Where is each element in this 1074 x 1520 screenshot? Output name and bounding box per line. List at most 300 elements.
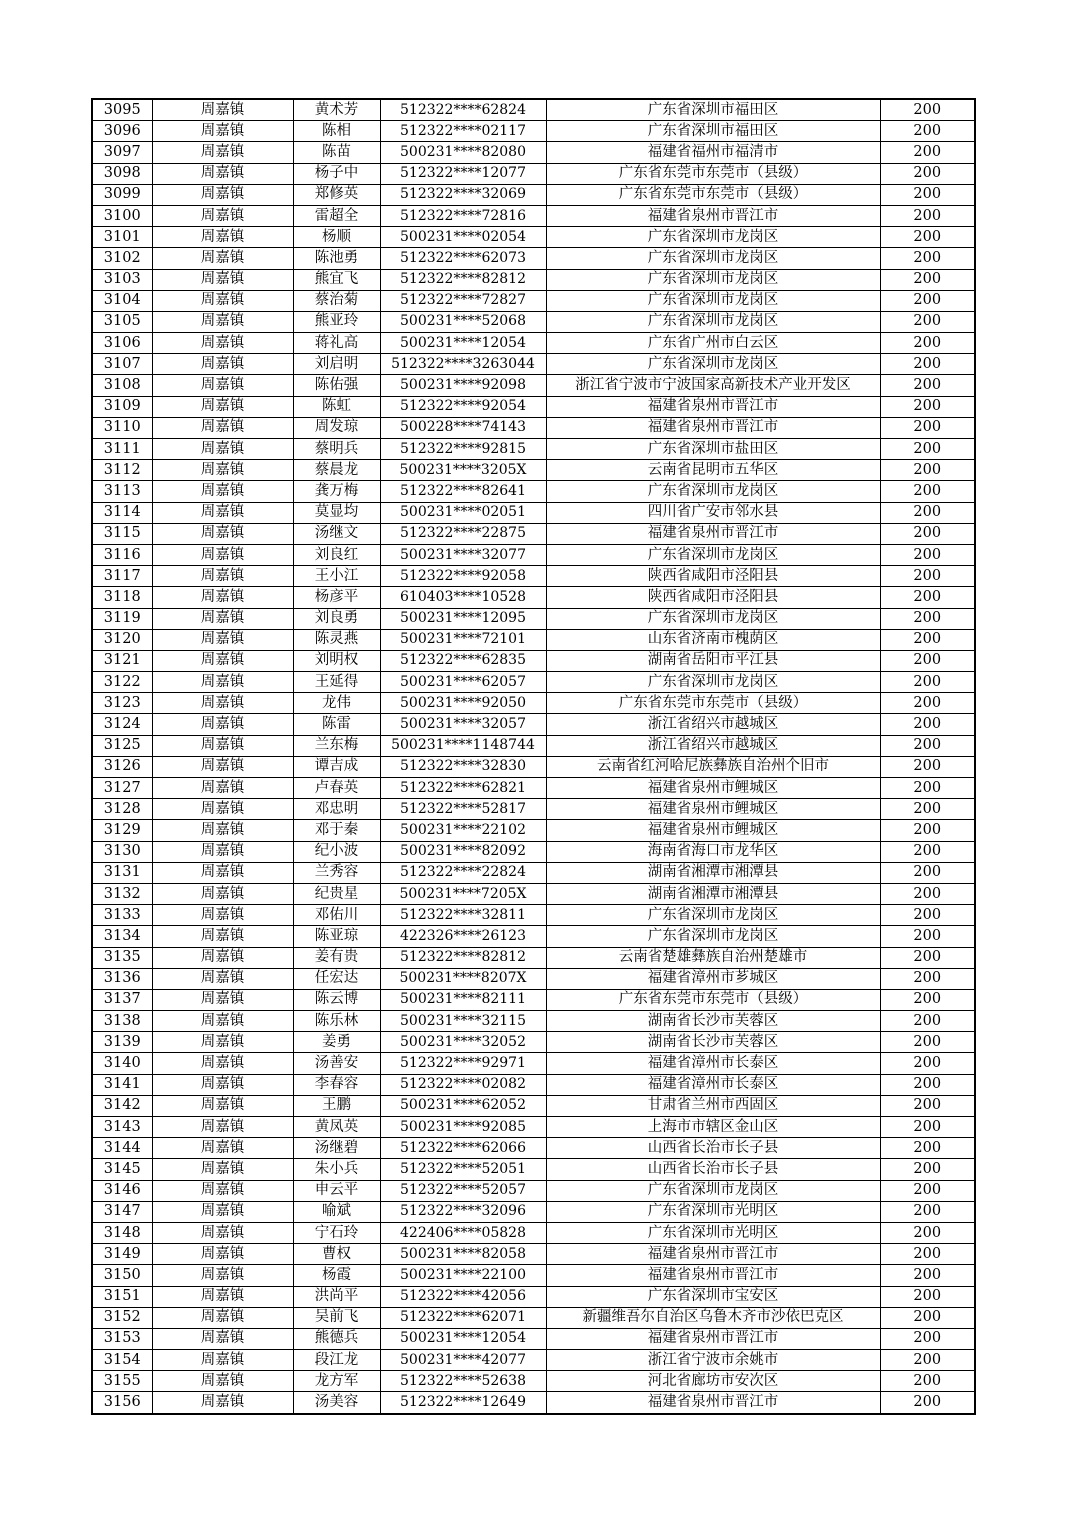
work-location-cell: 广东省深圳市龙岗区 <box>546 269 880 290</box>
person-name-cell: 周发琼 <box>293 417 380 438</box>
serial-number-cell: 3148 <box>92 1222 152 1243</box>
serial-number-cell: 3147 <box>92 1201 152 1222</box>
table-row <box>92 989 975 1010</box>
id-number-cell: 500231****72101 <box>380 629 546 650</box>
work-location-cell: 福建省漳州市长泰区 <box>546 1074 880 1095</box>
id-number-cell: 500231****12095 <box>380 608 546 629</box>
town-cell: 周嘉镇 <box>152 1201 293 1222</box>
town-cell: 周嘉镇 <box>152 481 293 502</box>
table-row <box>92 142 975 163</box>
town-cell: 周嘉镇 <box>152 862 293 883</box>
table-row <box>92 1011 975 1032</box>
id-number-cell: 512322****92054 <box>380 396 546 417</box>
table-row <box>92 523 975 544</box>
table-row <box>92 968 975 989</box>
serial-number-cell: 3119 <box>92 608 152 629</box>
table-row <box>92 1180 975 1201</box>
town-cell: 周嘉镇 <box>152 502 293 523</box>
amount-cell: 200 <box>880 481 975 502</box>
amount-cell: 200 <box>880 989 975 1010</box>
work-location-cell: 湖南省岳阳市平江县 <box>546 650 880 671</box>
work-location-cell: 广东省深圳市龙岗区 <box>546 311 880 332</box>
town-cell: 周嘉镇 <box>152 1265 293 1286</box>
amount-cell: 200 <box>880 396 975 417</box>
data-table <box>91 98 976 1415</box>
amount-cell: 200 <box>880 205 975 226</box>
amount-cell: 200 <box>880 1032 975 1053</box>
work-location-cell: 浙江省绍兴市越城区 <box>546 714 880 735</box>
amount-cell: 200 <box>880 1371 975 1392</box>
table-row <box>92 1307 975 1328</box>
town-cell: 周嘉镇 <box>152 1074 293 1095</box>
id-number-cell: 512322****32069 <box>380 184 546 205</box>
person-name-cell: 吴前飞 <box>293 1307 380 1328</box>
id-number-cell: 500231****32077 <box>380 544 546 565</box>
person-name-cell: 蒋礼高 <box>293 333 380 354</box>
table-row <box>92 1095 975 1116</box>
person-name-cell: 杨彦平 <box>293 587 380 608</box>
work-location-cell: 浙江省绍兴市越城区 <box>546 735 880 756</box>
id-number-cell: 500231****52068 <box>380 311 546 332</box>
town-cell: 周嘉镇 <box>152 248 293 269</box>
town-cell: 周嘉镇 <box>152 672 293 693</box>
serial-number-cell: 3146 <box>92 1180 152 1201</box>
serial-number-cell: 3156 <box>92 1392 152 1414</box>
table-row <box>92 354 975 375</box>
person-name-cell: 汤继文 <box>293 523 380 544</box>
person-name-cell: 王延得 <box>293 672 380 693</box>
town-cell: 周嘉镇 <box>152 883 293 904</box>
serial-number-cell: 3118 <box>92 587 152 608</box>
person-name-cell: 刘启明 <box>293 354 380 375</box>
serial-number-cell: 3122 <box>92 672 152 693</box>
amount-cell: 200 <box>880 1074 975 1095</box>
town-cell: 周嘉镇 <box>152 820 293 841</box>
id-number-cell: 512322****12649 <box>380 1392 546 1414</box>
id-number-cell: 422326****26123 <box>380 926 546 947</box>
amount-cell: 200 <box>880 756 975 777</box>
work-location-cell: 湖南省长沙市芙蓉区 <box>546 1032 880 1053</box>
work-location-cell: 山西省长治市长子县 <box>546 1159 880 1180</box>
person-name-cell: 汤继碧 <box>293 1138 380 1159</box>
work-location-cell: 湖南省长沙市芙蓉区 <box>546 1011 880 1032</box>
work-location-cell: 广东省深圳市龙岗区 <box>546 672 880 693</box>
table-row <box>92 205 975 226</box>
work-location-cell: 广东省深圳市龙岗区 <box>546 227 880 248</box>
table-row <box>92 862 975 883</box>
id-number-cell: 512322****62073 <box>380 248 546 269</box>
serial-number-cell: 3153 <box>92 1328 152 1349</box>
work-location-cell: 福建省泉州市晋江市 <box>546 1244 880 1265</box>
amount-cell: 200 <box>880 799 975 820</box>
town-cell: 周嘉镇 <box>152 1159 293 1180</box>
table-row <box>92 566 975 587</box>
work-location-cell: 广东省深圳市龙岗区 <box>546 926 880 947</box>
serial-number-cell: 3129 <box>92 820 152 841</box>
amount-cell: 200 <box>880 1328 975 1349</box>
amount-cell: 200 <box>880 311 975 332</box>
town-cell: 周嘉镇 <box>152 968 293 989</box>
id-number-cell: 512322****82641 <box>380 481 546 502</box>
work-location-cell: 广东省东莞市东莞市（县级） <box>546 989 880 1010</box>
serial-number-cell: 3100 <box>92 205 152 226</box>
table-row <box>92 820 975 841</box>
work-location-cell: 福建省泉州市鲤城区 <box>546 799 880 820</box>
id-number-cell: 500231****22102 <box>380 820 546 841</box>
work-location-cell: 广东省深圳市福田区 <box>546 121 880 142</box>
amount-cell: 200 <box>880 1011 975 1032</box>
town-cell: 周嘉镇 <box>152 1180 293 1201</box>
serial-number-cell: 3154 <box>92 1350 152 1371</box>
amount-cell: 200 <box>880 1117 975 1138</box>
serial-number-cell: 3132 <box>92 883 152 904</box>
id-number-cell: 512322****72816 <box>380 205 546 226</box>
serial-number-cell: 3141 <box>92 1074 152 1095</box>
id-number-cell: 500231****82092 <box>380 841 546 862</box>
town-cell: 周嘉镇 <box>152 523 293 544</box>
person-name-cell: 姜勇 <box>293 1032 380 1053</box>
table-row <box>92 99 975 121</box>
person-name-cell: 陈灵燕 <box>293 629 380 650</box>
id-number-cell: 512322****82812 <box>380 947 546 968</box>
table-row <box>92 756 975 777</box>
town-cell: 周嘉镇 <box>152 587 293 608</box>
id-number-cell: 512322****72827 <box>380 290 546 311</box>
id-number-cell: 512322****42056 <box>380 1286 546 1307</box>
town-cell: 周嘉镇 <box>152 799 293 820</box>
town-cell: 周嘉镇 <box>152 333 293 354</box>
town-cell: 周嘉镇 <box>152 1350 293 1371</box>
serial-number-cell: 3115 <box>92 523 152 544</box>
person-name-cell: 蔡明兵 <box>293 439 380 460</box>
amount-cell: 200 <box>880 905 975 926</box>
serial-number-cell: 3126 <box>92 756 152 777</box>
serial-number-cell: 3139 <box>92 1032 152 1053</box>
table-row <box>92 248 975 269</box>
id-number-cell: 512322****92971 <box>380 1053 546 1074</box>
work-location-cell: 广东省深圳市光明区 <box>546 1222 880 1243</box>
table-row <box>92 439 975 460</box>
town-cell: 周嘉镇 <box>152 396 293 417</box>
work-location-cell: 广东省深圳市宝安区 <box>546 1286 880 1307</box>
serial-number-cell: 3145 <box>92 1159 152 1180</box>
amount-cell: 200 <box>880 354 975 375</box>
id-number-cell: 512322****12077 <box>380 163 546 184</box>
serial-number-cell: 3104 <box>92 290 152 311</box>
table-row <box>92 799 975 820</box>
id-number-cell: 500231****92050 <box>380 693 546 714</box>
person-name-cell: 段江龙 <box>293 1350 380 1371</box>
id-number-cell: 512322****52638 <box>380 1371 546 1392</box>
town-cell: 周嘉镇 <box>152 629 293 650</box>
person-name-cell: 邓于秦 <box>293 820 380 841</box>
serial-number-cell: 3155 <box>92 1371 152 1392</box>
work-location-cell: 广东省深圳市龙岗区 <box>546 354 880 375</box>
table-row <box>92 227 975 248</box>
id-number-cell: 512322****62824 <box>380 99 546 121</box>
town-cell: 周嘉镇 <box>152 1095 293 1116</box>
id-number-cell: 610403****10528 <box>380 587 546 608</box>
serial-number-cell: 3105 <box>92 311 152 332</box>
id-number-cell: 422406****05828 <box>380 1222 546 1243</box>
serial-number-cell: 3123 <box>92 693 152 714</box>
table-row <box>92 1392 975 1414</box>
town-cell: 周嘉镇 <box>152 989 293 1010</box>
table-row <box>92 290 975 311</box>
table-row <box>92 1265 975 1286</box>
amount-cell: 200 <box>880 99 975 121</box>
id-number-cell: 512322****62066 <box>380 1138 546 1159</box>
town-cell: 周嘉镇 <box>152 926 293 947</box>
work-location-cell: 福建省漳州市长泰区 <box>546 1053 880 1074</box>
table-row <box>92 883 975 904</box>
id-number-cell: 500228****74143 <box>380 417 546 438</box>
person-name-cell: 宁石玲 <box>293 1222 380 1243</box>
id-number-cell: 500231****7205X <box>380 883 546 904</box>
serial-number-cell: 3121 <box>92 650 152 671</box>
table-row <box>92 905 975 926</box>
work-location-cell: 湖南省湘潭市湘潭县 <box>546 883 880 904</box>
work-location-cell: 广东省东莞市东莞市（县级） <box>546 693 880 714</box>
id-number-cell: 500231****62052 <box>380 1095 546 1116</box>
amount-cell: 200 <box>880 375 975 396</box>
serial-number-cell: 3109 <box>92 396 152 417</box>
table-row <box>92 1201 975 1222</box>
amount-cell: 200 <box>880 1095 975 1116</box>
person-name-cell: 黄凤英 <box>293 1117 380 1138</box>
work-location-cell: 福建省泉州市晋江市 <box>546 1265 880 1286</box>
id-number-cell: 500231****3205X <box>380 460 546 481</box>
table-row <box>92 714 975 735</box>
amount-cell: 200 <box>880 735 975 756</box>
table-row <box>92 672 975 693</box>
person-name-cell: 雷超全 <box>293 205 380 226</box>
town-cell: 周嘉镇 <box>152 905 293 926</box>
id-number-cell: 512322****52051 <box>380 1159 546 1180</box>
person-name-cell: 陈云博 <box>293 989 380 1010</box>
work-location-cell: 广东省东莞市东莞市（县级） <box>546 163 880 184</box>
serial-number-cell: 3127 <box>92 778 152 799</box>
amount-cell: 200 <box>880 566 975 587</box>
amount-cell: 200 <box>880 947 975 968</box>
amount-cell: 200 <box>880 142 975 163</box>
person-name-cell: 陈乐林 <box>293 1011 380 1032</box>
person-name-cell: 陈雷 <box>293 714 380 735</box>
amount-cell: 200 <box>880 163 975 184</box>
town-cell: 周嘉镇 <box>152 1328 293 1349</box>
work-location-cell: 广东省深圳市龙岗区 <box>546 544 880 565</box>
amount-cell: 200 <box>880 1053 975 1074</box>
serial-number-cell: 3151 <box>92 1286 152 1307</box>
table-row <box>92 184 975 205</box>
id-number-cell: 500231****62057 <box>380 672 546 693</box>
table-row <box>92 1074 975 1095</box>
person-name-cell: 兰东梅 <box>293 735 380 756</box>
work-location-cell: 云南省昆明市五华区 <box>546 460 880 481</box>
serial-number-cell: 3150 <box>92 1265 152 1286</box>
serial-number-cell: 3111 <box>92 439 152 460</box>
person-name-cell: 杨霞 <box>293 1265 380 1286</box>
serial-number-cell: 3101 <box>92 227 152 248</box>
amount-cell: 200 <box>880 883 975 904</box>
id-number-cell: 500231****92098 <box>380 375 546 396</box>
town-cell: 周嘉镇 <box>152 714 293 735</box>
town-cell: 周嘉镇 <box>152 1371 293 1392</box>
amount-cell: 200 <box>880 1222 975 1243</box>
town-cell: 周嘉镇 <box>152 778 293 799</box>
amount-cell: 200 <box>880 968 975 989</box>
table-row <box>92 333 975 354</box>
amount-cell: 200 <box>880 439 975 460</box>
serial-number-cell: 3095 <box>92 99 152 121</box>
work-location-cell: 新疆维吾尔自治区乌鲁木齐市沙依巴克区 <box>546 1307 880 1328</box>
work-location-cell: 广东省深圳市福田区 <box>546 99 880 121</box>
table-row <box>92 269 975 290</box>
table-row <box>92 1328 975 1349</box>
work-location-cell: 福建省泉州市鲤城区 <box>546 778 880 799</box>
town-cell: 周嘉镇 <box>152 460 293 481</box>
serial-number-cell: 3112 <box>92 460 152 481</box>
amount-cell: 200 <box>880 1244 975 1265</box>
serial-number-cell: 3116 <box>92 544 152 565</box>
work-location-cell: 广东省深圳市光明区 <box>546 1201 880 1222</box>
id-number-cell: 512322****02082 <box>380 1074 546 1095</box>
serial-number-cell: 3134 <box>92 926 152 947</box>
table-row <box>92 502 975 523</box>
amount-cell: 200 <box>880 460 975 481</box>
id-number-cell: 500231****02054 <box>380 227 546 248</box>
person-name-cell: 杨顺 <box>293 227 380 248</box>
town-cell: 周嘉镇 <box>152 1011 293 1032</box>
amount-cell: 200 <box>880 1159 975 1180</box>
person-name-cell: 龙方军 <box>293 1371 380 1392</box>
person-name-cell: 兰秀容 <box>293 862 380 883</box>
person-name-cell: 刘良勇 <box>293 608 380 629</box>
person-name-cell: 陈亚琼 <box>293 926 380 947</box>
id-number-cell: 500231****32052 <box>380 1032 546 1053</box>
id-number-cell: 512322****62071 <box>380 1307 546 1328</box>
amount-cell: 200 <box>880 714 975 735</box>
town-cell: 周嘉镇 <box>152 184 293 205</box>
id-number-cell: 512322****3263044 <box>380 354 546 375</box>
table-row <box>92 121 975 142</box>
table-row <box>92 1117 975 1138</box>
person-name-cell: 刘明权 <box>293 650 380 671</box>
id-number-cell: 512322****22824 <box>380 862 546 883</box>
person-name-cell: 王小江 <box>293 566 380 587</box>
work-location-cell: 福建省泉州市晋江市 <box>546 396 880 417</box>
work-location-cell: 浙江省宁波市余姚市 <box>546 1350 880 1371</box>
serial-number-cell: 3107 <box>92 354 152 375</box>
amount-cell: 200 <box>880 417 975 438</box>
person-name-cell: 熊亚玲 <box>293 311 380 332</box>
amount-cell: 200 <box>880 862 975 883</box>
amount-cell: 200 <box>880 693 975 714</box>
table-row <box>92 1159 975 1180</box>
person-name-cell: 邓佑川 <box>293 905 380 926</box>
serial-number-cell: 3097 <box>92 142 152 163</box>
work-location-cell: 海南省海口市龙华区 <box>546 841 880 862</box>
table-row <box>92 735 975 756</box>
table-row <box>92 311 975 332</box>
serial-number-cell: 3098 <box>92 163 152 184</box>
person-name-cell: 刘良红 <box>293 544 380 565</box>
serial-number-cell: 3099 <box>92 184 152 205</box>
work-location-cell: 福建省泉州市晋江市 <box>546 205 880 226</box>
person-name-cell: 纪贵星 <box>293 883 380 904</box>
person-name-cell: 喻斌 <box>293 1201 380 1222</box>
amount-cell: 200 <box>880 290 975 311</box>
serial-number-cell: 3113 <box>92 481 152 502</box>
serial-number-cell: 3102 <box>92 248 152 269</box>
person-name-cell: 莫显均 <box>293 502 380 523</box>
person-name-cell: 汤善安 <box>293 1053 380 1074</box>
work-location-cell: 广东省深圳市龙岗区 <box>546 481 880 502</box>
amount-cell: 200 <box>880 333 975 354</box>
serial-number-cell: 3133 <box>92 905 152 926</box>
town-cell: 周嘉镇 <box>152 290 293 311</box>
amount-cell: 200 <box>880 502 975 523</box>
town-cell: 周嘉镇 <box>152 608 293 629</box>
table-row <box>92 417 975 438</box>
serial-number-cell: 3138 <box>92 1011 152 1032</box>
table-row <box>92 650 975 671</box>
town-cell: 周嘉镇 <box>152 1307 293 1328</box>
amount-cell: 200 <box>880 1350 975 1371</box>
table-body <box>92 99 975 1414</box>
town-cell: 周嘉镇 <box>152 163 293 184</box>
serial-number-cell: 3135 <box>92 947 152 968</box>
amount-cell: 200 <box>880 1307 975 1328</box>
amount-cell: 200 <box>880 1138 975 1159</box>
table-row <box>92 396 975 417</box>
person-name-cell: 汤美容 <box>293 1392 380 1414</box>
work-location-cell: 广东省东莞市东莞市（县级） <box>546 184 880 205</box>
serial-number-cell: 3117 <box>92 566 152 587</box>
town-cell: 周嘉镇 <box>152 566 293 587</box>
work-location-cell: 四川省广安市邻水县 <box>546 502 880 523</box>
amount-cell: 200 <box>880 608 975 629</box>
serial-number-cell: 3125 <box>92 735 152 756</box>
person-name-cell: 谭吉成 <box>293 756 380 777</box>
table-row <box>92 460 975 481</box>
work-location-cell: 福建省泉州市晋江市 <box>546 523 880 544</box>
table-row <box>92 1244 975 1265</box>
amount-cell: 200 <box>880 121 975 142</box>
amount-cell: 200 <box>880 672 975 693</box>
person-name-cell: 陈池勇 <box>293 248 380 269</box>
table-row <box>92 926 975 947</box>
amount-cell: 200 <box>880 820 975 841</box>
work-location-cell: 福建省泉州市晋江市 <box>546 1328 880 1349</box>
person-name-cell: 龙伟 <box>293 693 380 714</box>
work-location-cell: 云南省楚雄彝族自治州楚雄市 <box>546 947 880 968</box>
table-row <box>92 778 975 799</box>
serial-number-cell: 3144 <box>92 1138 152 1159</box>
person-name-cell: 陈虹 <box>293 396 380 417</box>
person-name-cell: 王鹏 <box>293 1095 380 1116</box>
person-name-cell: 任宏达 <box>293 968 380 989</box>
town-cell: 周嘉镇 <box>152 947 293 968</box>
work-location-cell: 广东省深圳市龙岗区 <box>546 248 880 269</box>
person-name-cell: 邓忠明 <box>293 799 380 820</box>
id-number-cell: 500231****42077 <box>380 1350 546 1371</box>
serial-number-cell: 3142 <box>92 1095 152 1116</box>
table-row <box>92 1053 975 1074</box>
table-row <box>92 481 975 502</box>
person-name-cell: 曹权 <box>293 1244 380 1265</box>
work-location-cell: 山东省济南市槐荫区 <box>546 629 880 650</box>
